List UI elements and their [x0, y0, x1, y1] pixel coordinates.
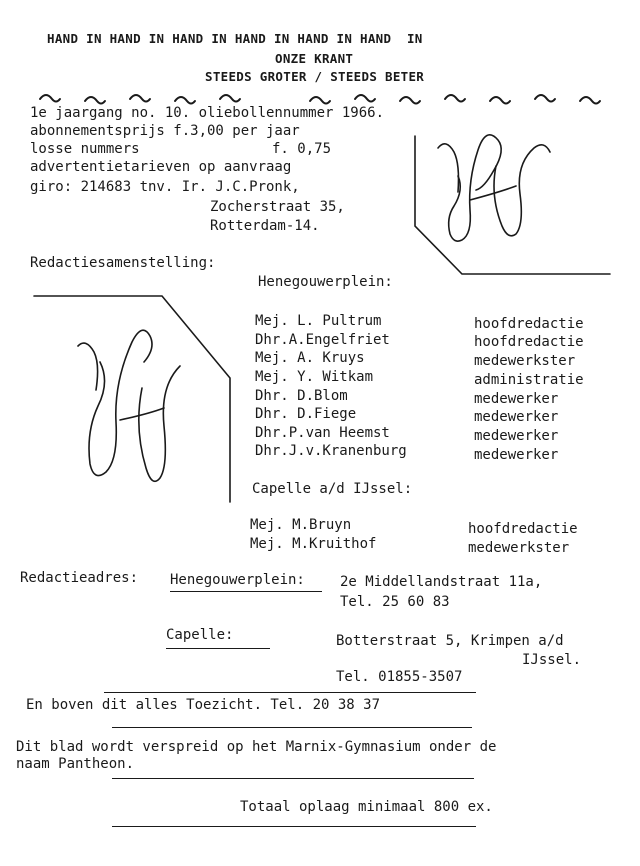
header-line-1: HAND IN HAND IN HAND IN HAND IN HAND IN HAND IN — [47, 31, 423, 46]
list-item-name: Dhr. D.Blom — [255, 388, 348, 404]
info-single-copies-label: losse nummers — [30, 141, 140, 157]
divider — [104, 692, 476, 693]
underline — [166, 648, 270, 649]
list-item-name: Dhr.P.van Heemst — [255, 425, 390, 441]
list-item-name: Dhr.J.v.Kranenburg — [255, 443, 407, 459]
info-street: Zocherstraat 35, — [210, 199, 345, 215]
address-place1-street: 2e Middellandstraat 11a, — [340, 574, 543, 590]
list-item-role: administratie — [474, 372, 584, 388]
list-item-role: hoofdredactie — [468, 521, 578, 537]
address-place2-street-cont: IJssel. — [522, 652, 582, 668]
hh-monogram-icon — [30, 292, 230, 512]
address-place2-phone: Tel. 01855-3507 — [336, 669, 463, 685]
list-item-name: Mej. M.Kruithof — [250, 536, 377, 552]
underline — [170, 591, 322, 592]
header-title: ONZE KRANT — [275, 51, 354, 66]
list-item-name: Dhr. D.Fiege — [255, 406, 357, 422]
list-item-role: hoofdredactie — [474, 316, 584, 332]
info-ad-rates: advertentietarieven op aanvraag — [30, 159, 292, 175]
group2-heading: Capelle a/d IJssel: — [252, 481, 413, 497]
list-item-role: medewerker — [474, 391, 559, 407]
distribution-note-line-1: Dit blad wordt verspreid op het Marnix-Gymnasium onder de — [16, 739, 497, 755]
list-item-role: medewerker — [474, 428, 559, 444]
info-issue: 1e jaargang no. 10. oliebollennummer 1966. — [30, 105, 385, 121]
info-subscription: abonnementsprijs f.3,00 per jaar — [30, 123, 300, 139]
header-slogan: STEEDS GROTER / STEEDS BETER — [205, 69, 425, 84]
address-place1-phone: Tel. 25 60 83 — [340, 594, 450, 610]
list-item-role: medewerkster — [474, 353, 576, 369]
address-place2: Capelle: — [166, 627, 234, 643]
list-item-name: Dhr.A.Engelfriet — [255, 332, 390, 348]
group1-heading: Henegouwerplein: — [258, 274, 393, 290]
circulation-note: Totaal oplaag minimaal 800 ex. — [240, 799, 493, 815]
list-item-role: medewerker — [474, 447, 559, 463]
list-item-role: hoofdredactie — [474, 334, 584, 350]
list-item-name: Mej. L. Pultrum — [255, 313, 382, 329]
list-item-name: Mej. A. Kruys — [255, 350, 365, 366]
supervision-note: En boven dit alles Toezicht. Tel. 20 38 37 — [26, 697, 381, 713]
divider — [112, 727, 472, 728]
hh-monogram-icon — [410, 106, 610, 276]
redactie-heading: Redactiesamenstelling: — [30, 255, 216, 271]
info-city: Rotterdam-14. — [210, 218, 320, 234]
address-place1: Henegouwerplein: — [170, 572, 305, 588]
info-single-copies-price: f. 0,75 — [272, 141, 332, 157]
divider — [112, 778, 474, 779]
divider — [112, 826, 476, 827]
address-label: Redactieadres: — [20, 570, 139, 586]
distribution-note-line-2: naam Pantheon. — [16, 756, 135, 772]
address-place2-street: Botterstraat 5, Krimpen a/d — [336, 633, 564, 649]
list-item-name: Mej. Y. Witkam — [255, 369, 374, 385]
list-item-role: medewerker — [474, 409, 559, 425]
list-item-name: Mej. M.Bruyn — [250, 517, 352, 533]
list-item-role: medewerkster — [468, 540, 570, 556]
info-giro: giro: 214683 tnv. Ir. J.C.Pronk, — [30, 179, 300, 195]
